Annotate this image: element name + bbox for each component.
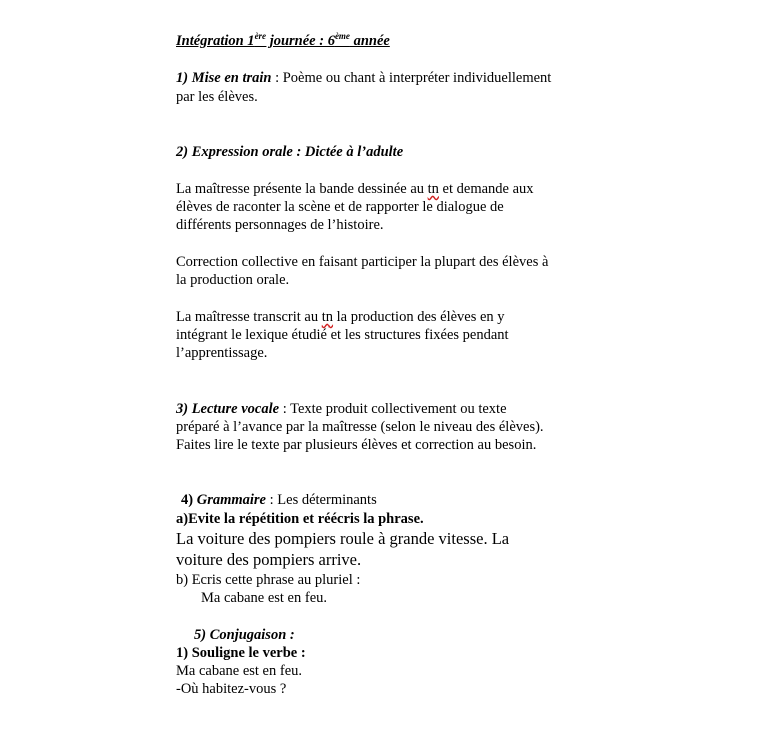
section-1-heading: 1) Mise en train — [176, 70, 272, 86]
section-4-heading-line — [181, 491, 377, 509]
title-superscript: ème — [334, 31, 350, 42]
section-1-text: : Poème ou chant à interpréter individuellement — [271, 70, 552, 86]
section-4-number: 4) — [181, 492, 197, 508]
section-2-p2-line-1: Correction collective en faisant participer la plupart des élèves à — [176, 254, 549, 270]
section-4-sentence-line-2: voiture des pompiers arrive. — [176, 550, 362, 569]
spellcheck-word: tn — [321, 309, 334, 325]
section-3-line-2: préparé à l’avance par la maîtresse (selon le niveau des élèves). — [176, 419, 544, 435]
section-3-text: : Texte produit collectivement ou texte — [279, 401, 507, 417]
section-2-p2-line-2: la production orale. — [176, 272, 290, 288]
section-5-heading: 5) Conjugaison : — [194, 627, 295, 643]
section-4-sentence-line-1: La voiture des pompiers roule à grande vitesse. La — [176, 529, 510, 548]
section-3-line-3: Faites lire le texte par plusieurs élèves et correction au besoin. — [176, 437, 537, 453]
text-span: La maîtresse transcrit au — [176, 309, 322, 325]
section-1-line-2: par les élèves. — [176, 89, 258, 105]
title-part: Intégration 1 — [176, 33, 255, 49]
section-5-question-1: 1) Souligne le verbe : — [176, 645, 306, 661]
section-4-text: : Les déterminants — [266, 492, 377, 508]
title-part: année — [349, 33, 390, 49]
section-2-p1-line-1 — [176, 180, 534, 198]
section-4-heading: Grammaire — [196, 492, 266, 508]
section-2-heading: 2) Expression orale : Dictée à l’adulte — [176, 144, 404, 160]
section-2-p3-line-3: l’apprentissage. — [176, 345, 268, 361]
section-3-heading: 3) Lecture vocale — [176, 401, 280, 417]
page-title — [176, 32, 390, 50]
section-5-line-1: Ma cabane est en feu. — [176, 663, 303, 679]
text-span: La maîtresse présente la bande dessinée au — [176, 181, 428, 197]
section-4-exercise-a: a)Evite la répétition et réécris la phrase. — [176, 511, 424, 527]
text-span: la production des élèves en y — [333, 309, 505, 325]
section-5-line-2: -Où habitez-vous ? — [176, 681, 287, 697]
section-2-p1-line-2: élèves de raconter la scène et de rapporter le dialogue de — [176, 199, 504, 215]
title-part: journée : 6 — [266, 33, 335, 49]
title-superscript: ère — [254, 31, 267, 42]
text-span: et demande aux — [438, 181, 534, 197]
section-2-p3-line-2: intégrant le lexique étudié et les structures fixées pendant — [176, 327, 509, 343]
section-4-exercise-b-sentence: Ma cabane est en feu. — [201, 590, 328, 606]
section-4-exercise-b: b) Ecris cette phrase au pluriel : — [176, 572, 361, 588]
section-1-line-1 — [176, 69, 551, 87]
section-2-p3-line-1 — [176, 308, 505, 326]
section-3-line-1 — [176, 400, 507, 418]
spellcheck-word: tn — [427, 181, 439, 197]
section-2-p1-line-3: différents personnages de l’histoire. — [176, 217, 384, 233]
